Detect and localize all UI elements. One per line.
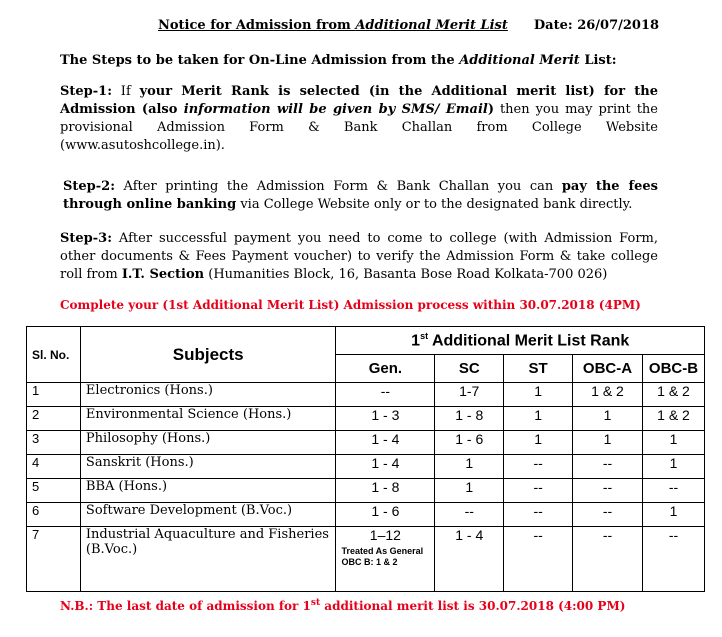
cell-obc-b: 1 & 2 (642, 407, 704, 431)
cell-subject: Philosophy (Hons.) (80, 431, 336, 455)
table-row (27, 431, 705, 455)
cell-gen: 1 - 8 (336, 479, 435, 503)
cell-st: -- (504, 455, 573, 479)
cell-obc-a: -- (573, 455, 643, 479)
deadline-notice: Complete your (1st Additional Merit List) Admission process within 30.07.2018 (4PM) (60, 298, 641, 312)
cell-subject: Environmental Science (Hons.) (80, 407, 336, 431)
cell-sl: 3 (27, 431, 81, 455)
cell-st: 1 (504, 431, 573, 455)
cell-sl: 7 (27, 527, 81, 592)
cell-gen: 1 - 4 (336, 431, 435, 455)
cell-st: 1 (504, 383, 573, 407)
cell-sl: 4 (27, 455, 81, 479)
header-obc-b: OBC-B (642, 355, 704, 383)
table-row (27, 407, 705, 431)
cell-sc: 1 (435, 455, 504, 479)
cell-subject: Software Development (B.Voc.) (80, 503, 336, 527)
cell-obc-a: 1 & 2 (573, 383, 643, 407)
cell-obc-b: -- (642, 479, 704, 503)
table-row (27, 455, 705, 479)
cell-subject: Industrial Aquaculture and Fisheries (B.Voc.) (80, 527, 336, 592)
cell-st: -- (504, 479, 573, 503)
cell-sc: 1 - 4 (435, 527, 504, 592)
cell-gen-value: 1–12 (369, 527, 401, 543)
steps-intro: The Steps to be taken for On-Line Admission from the Additional Merit List: (60, 53, 617, 68)
cell-obc-a: -- (573, 479, 643, 503)
cell-sc: 1-7 (435, 383, 504, 407)
cell-gen: 1 - 3 (336, 407, 435, 431)
cell-gen (336, 527, 435, 592)
cell-obc-b: 1 (642, 455, 704, 479)
cell-st: -- (504, 503, 573, 527)
cell-subject: BBA (Hons.) (80, 479, 336, 503)
table-row (27, 383, 705, 407)
cell-obc-b: 1 (642, 431, 704, 455)
notice-title (158, 18, 659, 33)
cell-obc-b: 1 (642, 503, 704, 527)
step-3-paragraph: Step-3: After successful payment you need to come to college (with Admission Form, other documents & Fees Payment voucher) to verify the Admission Form & take college roll from I.T. Section (Humanities Block, 16, Basanta Bose Road Kolkata-700 026) (60, 231, 658, 282)
cell-sc: -- (435, 503, 504, 527)
header-subjects: Subjects (80, 327, 336, 383)
step-2-label: Step-2: (63, 179, 115, 194)
title-text: Notice for Admission from Additional Merit List (158, 18, 508, 33)
header-obc-a: OBC-A (573, 355, 643, 383)
footer-note: N.B.: The last date of admission for 1st additional merit list is 30.07.2018 (4:00 PM) (60, 598, 626, 613)
step-1-label: Step-1: (60, 84, 112, 99)
merit-list-table (26, 326, 705, 592)
cell-st: -- (504, 527, 573, 592)
header-st: ST (504, 355, 573, 383)
cell-sl: 2 (27, 407, 81, 431)
table-row (27, 503, 705, 527)
header-gen: Gen. (336, 355, 435, 383)
step-3-label: Step-3: (60, 231, 112, 246)
header-merit-rank: 1st Additional Merit List Rank (336, 327, 705, 355)
step-2-paragraph: Step-2: After printing the Admission Form & Bank Challan you can pay the fees through online banking via College Website only or to the designated bank directly. (63, 179, 658, 212)
cell-obc-a: -- (573, 527, 643, 592)
cell-obc-b: -- (642, 527, 704, 592)
step-1-paragraph: Step-1: If your Merit Rank is selected (in the Additional merit list) for the Admission (also information will be given by SMS/ Email) then you may print the provisional Admission Form & Bank Challan from College Website (www.asutoshcollege.in). (60, 84, 658, 153)
cell-gen-note: Treated As General OBC B: 1 & 2 (341, 546, 424, 567)
header-sc: SC (435, 355, 504, 383)
cell-sl: 1 (27, 383, 81, 407)
cell-gen: 1 - 4 (336, 455, 435, 479)
cell-subject: Sanskrit (Hons.) (80, 455, 336, 479)
header-sl-no: Sl. No. (27, 327, 81, 383)
cell-sc: 1 (435, 479, 504, 503)
cell-sc: 1 - 6 (435, 431, 504, 455)
cell-obc-a: -- (573, 503, 643, 527)
cell-gen: 1 - 6 (336, 503, 435, 527)
notice-date: Date: 26/07/2018 (533, 18, 660, 33)
cell-sl: 6 (27, 503, 81, 527)
cell-sl: 5 (27, 479, 81, 503)
cell-obc-a: 1 (573, 431, 643, 455)
cell-obc-a: 1 (573, 407, 643, 431)
cell-st: 1 (504, 407, 573, 431)
table-row (27, 527, 705, 592)
cell-sc: 1 - 8 (435, 407, 504, 431)
cell-gen: -- (336, 383, 435, 407)
table-row (27, 479, 705, 503)
cell-obc-b: 1 & 2 (642, 383, 704, 407)
cell-subject: Electronics (Hons.) (80, 383, 336, 407)
